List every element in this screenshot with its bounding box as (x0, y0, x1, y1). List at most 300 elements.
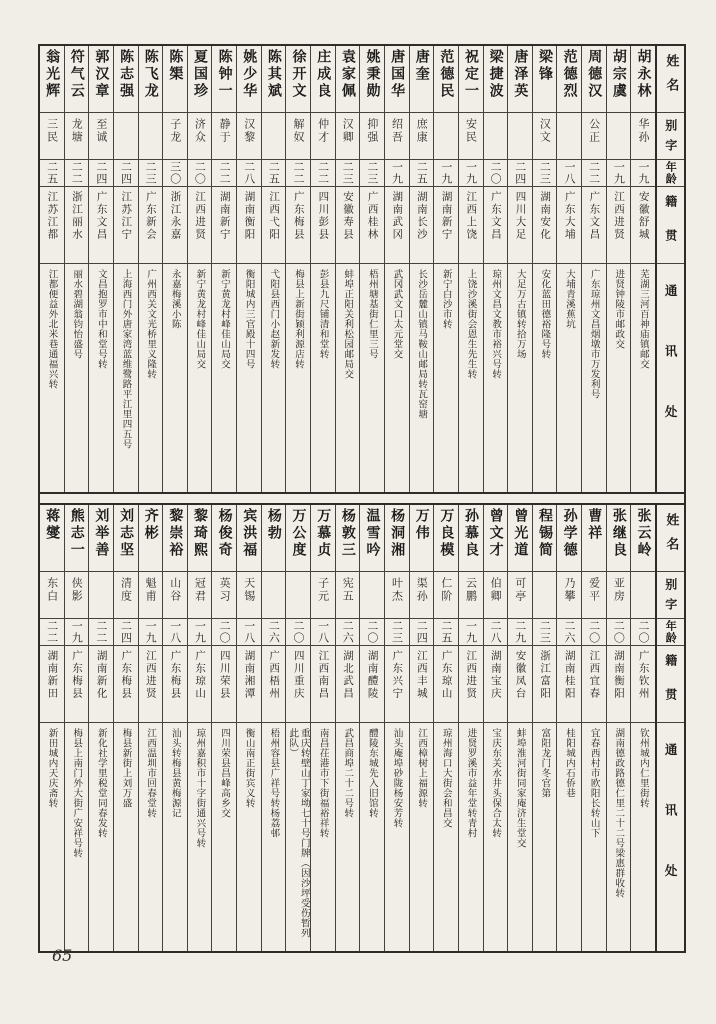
person-age: 二〇 (291, 620, 305, 644)
origin-cell (434, 187, 458, 264)
row-label-cell (657, 619, 684, 646)
person-column (483, 46, 508, 492)
person-name: 刘举善 (93, 508, 110, 559)
person-column (630, 505, 655, 951)
address-cell (139, 264, 163, 492)
person-address: 长沙岳麓山镇马鞍山邮局转瓦窑塘 (416, 269, 428, 419)
person-address: 重庆转壁山丁家坳七十号门牌（因沙坪受伤暂列此队） (287, 728, 310, 938)
person-alias: 乃攀 (563, 577, 577, 603)
person-age: 二〇 (612, 620, 626, 644)
origin-cell (262, 187, 286, 264)
person-name: 袁家佩 (339, 49, 356, 100)
person-alias: 汉文 (538, 118, 552, 144)
age-cell (188, 160, 212, 187)
name-cell (114, 505, 138, 572)
alias-cell (89, 572, 113, 619)
person-alias: 云鹏 (464, 577, 478, 603)
person-column (64, 505, 89, 951)
alias-cell (40, 572, 64, 619)
age-cell (385, 160, 409, 187)
person-alias: 伯卿 (489, 577, 503, 603)
person-alias: 冠君 (193, 577, 207, 603)
address-cell (459, 723, 483, 951)
alias-cell (336, 572, 360, 619)
alias-cell (410, 113, 434, 160)
person-origin: 湖南长沙 (415, 191, 428, 241)
person-age: 二〇 (489, 161, 503, 185)
origin-cell (410, 187, 434, 264)
alias-cell (533, 572, 557, 619)
person-alias: 绍吾 (390, 118, 404, 144)
person-name: 黎崇裕 (167, 508, 184, 559)
age-cell (163, 160, 187, 187)
person-age: 二二 (291, 161, 305, 185)
person-column (532, 505, 557, 951)
person-age: 二四 (119, 620, 133, 644)
address-cell (65, 723, 89, 951)
person-alias: 英习 (218, 577, 232, 603)
age-cell (139, 160, 163, 187)
address-cell (557, 723, 581, 951)
alias-cell (360, 113, 384, 160)
name-cell (360, 505, 384, 572)
person-age: 二三 (341, 161, 355, 185)
row-label-alias: 别字 (663, 119, 678, 159)
person-column (113, 505, 138, 951)
origin-cell (607, 646, 631, 723)
address-cell (484, 723, 508, 951)
address-cell (40, 264, 64, 492)
person-column (507, 46, 532, 492)
person-name: 胡永林 (635, 49, 652, 100)
person-alias: 汉卿 (341, 118, 355, 144)
name-cell (40, 505, 64, 572)
origin-cell (89, 646, 113, 723)
origin-cell (336, 187, 360, 264)
name-cell (311, 46, 335, 113)
alias-cell (40, 113, 64, 160)
address-cell (533, 264, 557, 492)
person-age: 二五 (415, 161, 429, 185)
person-address: 新宁黄龙村峰佳山局交 (194, 269, 206, 369)
age-cell (410, 160, 434, 187)
person-name: 唐泽英 (512, 49, 529, 100)
row-label-address: 通讯处 (663, 743, 679, 925)
address-cell (410, 264, 434, 492)
alias-cell (385, 572, 409, 619)
age-cell (336, 160, 360, 187)
person-column (384, 505, 409, 951)
person-column (40, 505, 64, 951)
person-name: 孙学德 (561, 508, 578, 559)
person-age: 一九 (464, 620, 478, 644)
person-name: 范德烈 (561, 49, 578, 100)
age-cell (89, 619, 113, 646)
alias-cell (311, 572, 335, 619)
person-age: 二四 (415, 620, 429, 644)
person-name: 熊志一 (68, 508, 85, 559)
address-cell (336, 723, 360, 951)
person-column (261, 46, 286, 492)
row-label-column (655, 505, 684, 951)
name-cell (631, 46, 655, 113)
person-column (630, 46, 655, 492)
person-name: 杨俊奇 (216, 508, 233, 559)
name-cell (557, 46, 581, 113)
address-cell (385, 264, 409, 492)
origin-cell (114, 646, 138, 723)
origin-cell (484, 187, 508, 264)
person-name: 郭汉章 (93, 49, 110, 100)
address-cell (582, 264, 606, 492)
address-cell (262, 264, 286, 492)
address-cell (89, 264, 113, 492)
person-column (556, 46, 581, 492)
origin-cell (262, 646, 286, 723)
person-age: 二九 (513, 620, 527, 644)
person-address: 江西温圳市回春堂转 (145, 728, 157, 818)
row-label-age: 年龄 (664, 161, 678, 185)
person-column (458, 46, 483, 492)
person-name: 陈榘 (167, 49, 184, 83)
address-cell (188, 723, 212, 951)
row-label-origin: 籍贯 (663, 654, 678, 722)
alias-cell (65, 113, 89, 160)
alias-cell (385, 113, 409, 160)
person-name: 符气云 (68, 49, 85, 100)
origin-cell (188, 646, 212, 723)
alias-cell (89, 113, 113, 160)
address-cell (311, 723, 335, 951)
person-name: 唐国华 (389, 49, 406, 100)
row-label-cell (657, 160, 684, 187)
person-origin: 江西进贤 (613, 191, 626, 241)
person-name: 庄成良 (315, 49, 332, 100)
person-age: 二二 (587, 161, 601, 185)
person-origin: 广东琼山 (194, 650, 207, 700)
person-origin: 广东钦州 (637, 650, 650, 700)
person-column (64, 46, 89, 492)
age-cell (607, 160, 631, 187)
address-cell (410, 723, 434, 951)
person-name: 曹祥 (586, 508, 603, 542)
origin-cell (139, 187, 163, 264)
address-cell (508, 723, 532, 951)
person-alias: 解奴 (291, 118, 305, 144)
person-column (211, 46, 236, 492)
person-column (359, 46, 384, 492)
name-cell (533, 46, 557, 113)
age-cell (385, 619, 409, 646)
alias-cell (557, 572, 581, 619)
row-label-cell (657, 646, 684, 723)
person-origin: 江西进贤 (465, 650, 478, 700)
person-age: 二〇 (587, 620, 601, 644)
row-label-address: 通讯处 (663, 284, 679, 466)
name-cell (336, 505, 360, 572)
person-age: 二二 (70, 161, 84, 185)
alias-cell (582, 113, 606, 160)
age-cell (508, 160, 532, 187)
person-age: 二六 (341, 620, 355, 644)
age-cell (459, 160, 483, 187)
person-name: 宾洪福 (241, 508, 258, 559)
origin-cell (533, 646, 557, 723)
age-cell (40, 160, 64, 187)
alias-cell (508, 572, 532, 619)
person-age: 二三 (390, 620, 404, 644)
person-alias: 东白 (45, 577, 59, 603)
alias-cell (582, 572, 606, 619)
person-address: 琼州文昌文教市裕兴号转 (490, 269, 502, 379)
name-cell (262, 505, 286, 572)
person-column (211, 505, 236, 951)
address-cell (631, 723, 655, 951)
person-age: 二三 (144, 161, 158, 185)
row-label-cell (657, 264, 684, 492)
address-cell (188, 264, 212, 492)
person-address: 梅县上新街颖利源店转 (292, 269, 304, 369)
age-cell (212, 160, 236, 187)
alias-cell (139, 113, 163, 160)
address-cell (336, 264, 360, 492)
address-cell (40, 723, 64, 951)
name-cell (484, 46, 508, 113)
person-column (113, 46, 138, 492)
name-cell (533, 505, 557, 572)
origin-cell (286, 646, 310, 723)
person-address: 进贤钟陵市邮政交 (613, 269, 625, 349)
person-origin: 广东琼山 (440, 650, 453, 700)
person-name: 唐奎 (413, 49, 430, 83)
person-origin: 广东文昌 (489, 191, 502, 241)
origin-cell (311, 646, 335, 723)
person-origin: 湖南桂阳 (563, 650, 576, 700)
name-cell (139, 46, 163, 113)
name-cell (65, 46, 89, 113)
name-cell (212, 505, 236, 572)
person-age: 二二 (218, 161, 232, 185)
alias-cell (311, 113, 335, 160)
person-column (606, 505, 631, 951)
person-origin: 四川荣县 (218, 650, 231, 700)
person-age: 一九 (144, 620, 158, 644)
person-name: 万慕贞 (315, 508, 332, 559)
person-age: 二二 (94, 620, 108, 644)
person-column (409, 46, 434, 492)
age-cell (262, 619, 286, 646)
address-cell (262, 723, 286, 951)
name-cell (40, 46, 64, 113)
person-name: 梁锋 (536, 49, 553, 83)
person-origin: 广东梅县 (70, 650, 83, 700)
person-name: 刘志坚 (118, 508, 135, 559)
age-cell (311, 160, 335, 187)
person-column (556, 505, 581, 951)
origin-cell (286, 187, 310, 264)
person-age: 二三 (538, 161, 552, 185)
person-origin: 湖南新宁 (218, 191, 231, 241)
person-address: 富阳龙门冬官第 (539, 728, 551, 798)
person-name: 杨洞湘 (389, 508, 406, 559)
row-label-column (655, 46, 684, 492)
person-address: 湖南德政路德仁里二十二号梁惠群收转 (613, 728, 625, 898)
person-address: 江西樟树上福源转 (416, 728, 428, 808)
origin-cell (607, 187, 631, 264)
age-cell (65, 160, 89, 187)
name-cell (163, 46, 187, 113)
directory-table-lower (40, 505, 684, 951)
band-divider (40, 492, 684, 505)
person-column (335, 505, 360, 951)
person-origin: 广东文昌 (588, 191, 601, 241)
person-origin: 江西宜春 (588, 650, 601, 700)
person-name: 曾文才 (487, 508, 504, 559)
origin-cell (311, 187, 335, 264)
name-cell (262, 46, 286, 113)
name-cell (237, 505, 261, 572)
person-origin: 广东大埔 (563, 191, 576, 241)
person-age: 二五 (267, 161, 281, 185)
name-cell (607, 505, 631, 572)
alias-cell (410, 572, 434, 619)
origin-cell (237, 187, 261, 264)
address-cell (311, 264, 335, 492)
person-address: 广州西关文光桥里义隆转 (145, 269, 157, 379)
person-alias: 渠孙 (415, 577, 429, 603)
name-cell (385, 505, 409, 572)
row-label-cell (657, 723, 684, 951)
page-number: 65 (52, 946, 73, 965)
person-age: 一九 (439, 161, 453, 185)
address-cell (434, 723, 458, 951)
person-origin: 四川重庆 (292, 650, 305, 700)
person-origin: 广西桂林 (366, 191, 379, 241)
person-address: 蚌埠淮河街同家庵济生堂交 (514, 728, 526, 848)
person-alias: 清度 (119, 577, 133, 603)
person-address: 汕头转梅县黄梅源记 (169, 728, 181, 818)
person-name: 徐开文 (290, 49, 307, 100)
person-origin: 湖南新宁 (440, 191, 453, 241)
person-alias: 山谷 (168, 577, 182, 603)
alias-cell (188, 572, 212, 619)
person-address: 丽水碧湖翁钧怡盛号 (71, 269, 83, 359)
origin-cell (631, 646, 655, 723)
origin-cell (163, 187, 187, 264)
address-cell (434, 264, 458, 492)
address-cell (163, 723, 187, 951)
person-column (458, 505, 483, 951)
person-alias: 抑强 (365, 118, 379, 144)
person-origin: 湖南衡阳 (243, 191, 256, 241)
alias-cell (508, 113, 532, 160)
row-label-age: 年龄 (664, 620, 678, 644)
row-label-alias: 别字 (663, 578, 678, 618)
person-origin: 湖南新化 (95, 650, 108, 700)
origin-cell (237, 646, 261, 723)
person-age: 一九 (612, 161, 626, 185)
address-cell (360, 723, 384, 951)
person-age: 二四 (513, 161, 527, 185)
person-origin: 广东兴宁 (391, 650, 404, 700)
person-address: 武昌商埠二十二号转 (342, 728, 354, 818)
person-alias: 天锡 (242, 577, 256, 603)
name-cell (89, 46, 113, 113)
person-origin: 湖南安化 (539, 191, 552, 241)
row-label-name: 姓名 (663, 54, 679, 102)
person-alias: 静于 (218, 118, 232, 144)
person-column (359, 505, 384, 951)
person-address: 永嘉梅溪小陈 (169, 269, 181, 329)
address-cell (237, 723, 261, 951)
person-name: 姚秉勋 (364, 49, 381, 100)
name-cell (114, 46, 138, 113)
alias-cell (434, 572, 458, 619)
person-age: 二六 (563, 620, 577, 644)
origin-cell (508, 187, 532, 264)
person-name: 陈志强 (118, 49, 135, 100)
alias-cell (631, 113, 655, 160)
person-origin: 湖南醴陵 (366, 650, 379, 700)
person-column (236, 505, 261, 951)
person-address: 新化社学里税堂同春发转 (95, 728, 107, 838)
age-cell (410, 619, 434, 646)
person-alias: 宪五 (341, 577, 355, 603)
origin-cell (533, 187, 557, 264)
person-column (285, 46, 310, 492)
person-address: 南昌茌港市下街福裕祥转 (317, 728, 329, 838)
address-cell (484, 264, 508, 492)
person-address: 宝庆东关水井头保合太转 (490, 728, 502, 838)
origin-cell (188, 187, 212, 264)
person-origin: 四川彭县 (317, 191, 330, 241)
person-address: 琼州海口大街会和昌交 (440, 728, 452, 828)
origin-cell (40, 646, 64, 723)
person-age: 二三 (538, 620, 552, 644)
name-cell (139, 505, 163, 572)
origin-cell (114, 187, 138, 264)
person-age: 二五 (45, 161, 59, 185)
origin-cell (459, 187, 483, 264)
person-alias: 可亭 (513, 577, 527, 603)
origin-cell (360, 187, 384, 264)
person-column (532, 46, 557, 492)
person-address: 安化蓝田德裕隆号转 (539, 269, 551, 359)
alias-cell (286, 113, 310, 160)
person-column (138, 505, 163, 951)
person-alias: 仁阶 (439, 577, 453, 603)
origin-cell (89, 187, 113, 264)
person-origin: 浙江丽水 (70, 191, 83, 241)
person-address: 新田城内天庆斋转 (46, 728, 58, 808)
person-name: 黎琦熙 (191, 508, 208, 559)
person-address: 武冈武文口太元堂交 (391, 269, 403, 359)
directory-table-upper (40, 46, 684, 492)
name-cell (188, 46, 212, 113)
person-address: 梅县新街上刘万盛 (120, 728, 132, 808)
name-cell (508, 505, 532, 572)
person-origin: 湖南武冈 (391, 191, 404, 241)
name-cell (188, 505, 212, 572)
address-cell (65, 264, 89, 492)
person-address: 江都便益外北米巷通福兴转 (46, 269, 58, 389)
person-address: 蚌埠正阳关利松园邮局交 (342, 269, 354, 379)
age-cell (434, 619, 458, 646)
person-column (88, 46, 113, 492)
address-cell (607, 264, 631, 492)
address-cell (459, 264, 483, 492)
age-cell (459, 619, 483, 646)
